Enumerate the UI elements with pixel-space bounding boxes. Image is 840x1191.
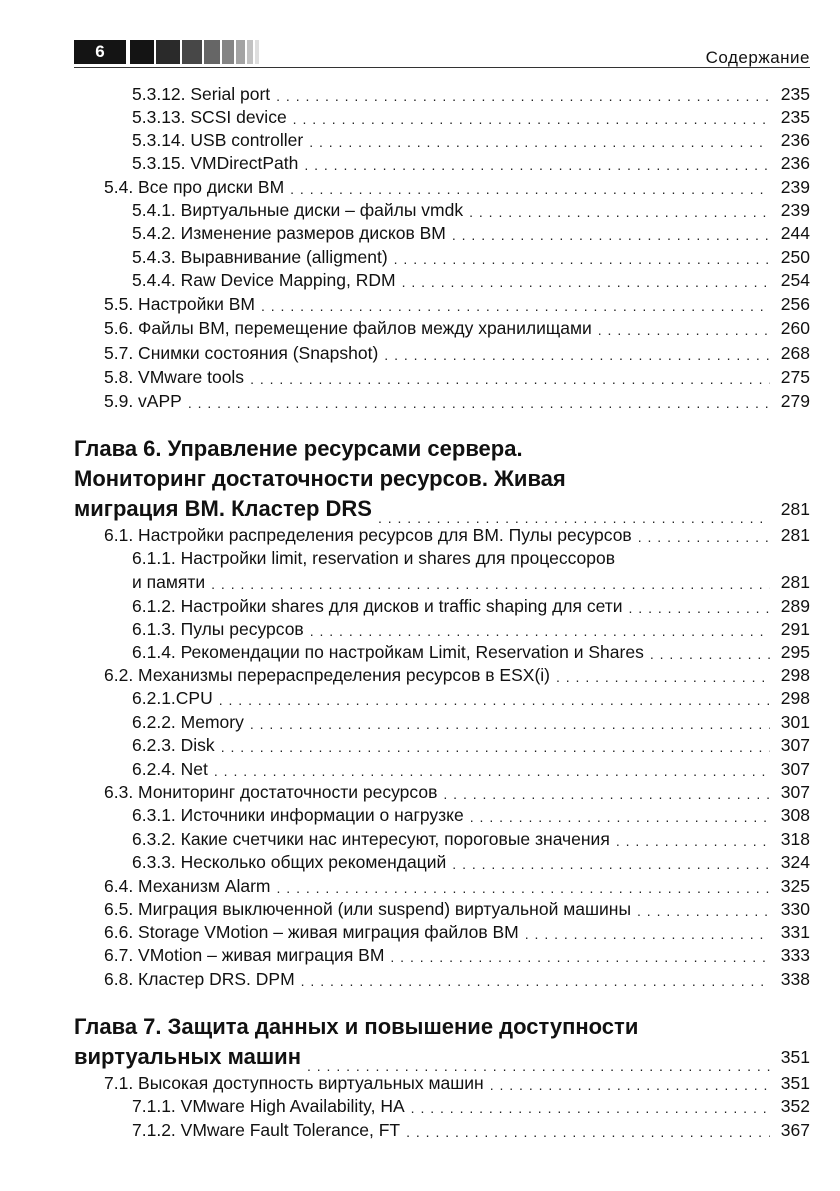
toc-entry-page: 301 bbox=[780, 712, 810, 732]
toc-entry-title: 7.1.2. VMware Fault Tolerance, FT bbox=[132, 1120, 401, 1140]
dot-leader bbox=[616, 828, 770, 850]
dot-leader bbox=[250, 711, 770, 733]
toc-entry-page: 236 bbox=[780, 130, 810, 150]
toc-entry-page: 318 bbox=[780, 829, 810, 849]
dot-leader bbox=[261, 293, 770, 315]
toc-entry-page: 250 bbox=[780, 247, 810, 267]
toc-entry-title: 6.5. Миграция выключенной (или suspend) виртуальной машины bbox=[104, 899, 632, 919]
toc-entry-page: 333 bbox=[780, 945, 810, 965]
toc-entry-title: 6.3.1. Источники информации о нагрузке bbox=[132, 805, 464, 825]
toc-entry[interactable] bbox=[104, 875, 810, 897]
dot-leader bbox=[452, 222, 770, 244]
toc-entry-title: 5.3.14. USB controller bbox=[132, 130, 304, 150]
toc-entry[interactable] bbox=[132, 571, 810, 593]
toc-entry-title: 5.5. Настройки ВМ bbox=[104, 294, 255, 314]
toc-entry-page: 239 bbox=[780, 177, 810, 197]
toc-entry[interactable] bbox=[104, 944, 810, 966]
toc-entry-page: 281 bbox=[780, 572, 810, 592]
page-header bbox=[0, 0, 840, 80]
toc-entry[interactable] bbox=[132, 152, 810, 174]
chapter-6-heading-line-1: Глава 6. Управление ресурсами сервера. bbox=[74, 436, 523, 461]
toc-entry-title: 6.2. Механизмы перераспределения ресурсов в ESX(i) bbox=[104, 665, 550, 685]
dot-leader bbox=[406, 1119, 770, 1141]
toc-entry[interactable] bbox=[104, 342, 810, 364]
toc-entry[interactable] bbox=[132, 1119, 810, 1141]
toc-entry-title: 5.4.1. Виртуальные диски – файлы vmdk bbox=[132, 200, 464, 220]
toc-entry-title: 5.3.13. SCSI device bbox=[132, 107, 287, 127]
dot-leader bbox=[452, 851, 770, 873]
header-bar bbox=[247, 40, 253, 64]
toc-entry[interactable] bbox=[132, 758, 810, 780]
dot-leader bbox=[214, 758, 770, 780]
toc-entry[interactable] bbox=[132, 851, 810, 873]
toc-entry[interactable] bbox=[104, 1072, 810, 1094]
toc-entry[interactable] bbox=[132, 641, 810, 663]
toc-entry-page: 295 bbox=[780, 642, 810, 662]
toc-entry-title: 5.4.4. Raw Device Mapping, RDM bbox=[132, 270, 396, 290]
toc-entry[interactable] bbox=[104, 366, 810, 388]
chapter-7-heading-line-1: Глава 7. Защита данных и повышение доступности bbox=[74, 1014, 639, 1039]
toc-entry-title: 6.2.3. Disk bbox=[132, 735, 215, 755]
dot-leader bbox=[390, 944, 770, 966]
dot-leader bbox=[411, 1095, 770, 1117]
toc-entry[interactable] bbox=[132, 711, 810, 733]
toc-entry[interactable] bbox=[132, 687, 810, 709]
toc-entry-title: 6.3.2. Какие счетчики нас интересуют, пороговые значения bbox=[132, 829, 610, 849]
header-bars-decoration bbox=[130, 40, 261, 64]
dot-leader bbox=[250, 366, 770, 388]
dot-leader bbox=[188, 390, 770, 412]
toc-entry-title: 6.2.1.CPU bbox=[132, 688, 213, 708]
toc-entry-page: 331 bbox=[780, 922, 810, 942]
toc-entry-title: 7.1.1. VMware High Availability, HA bbox=[132, 1096, 405, 1116]
dot-leader bbox=[402, 269, 770, 291]
dot-leader bbox=[469, 199, 770, 221]
toc-entry[interactable] bbox=[132, 804, 810, 826]
toc-entry-page: 307 bbox=[780, 782, 810, 802]
toc-entry-page: 338 bbox=[780, 969, 810, 989]
dot-leader bbox=[443, 781, 770, 803]
page-number: 6 bbox=[74, 40, 126, 64]
dot-leader bbox=[309, 129, 770, 151]
chapter-7-entry[interactable] bbox=[74, 1042, 810, 1072]
toc-entry-title: 5.7. Снимки состояния (Snapshot) bbox=[104, 343, 379, 363]
toc-entry-page: 260 bbox=[780, 318, 810, 338]
section-title: Содержание bbox=[705, 48, 810, 67]
chapter-6-heading-line-2: Мониторинг достаточности ресурсов. Живая bbox=[74, 466, 566, 491]
toc-entry-title: 6.6. Storage VMotion – живая миграция файлов ВМ bbox=[104, 922, 519, 942]
chapter-6-entry[interactable] bbox=[74, 494, 810, 524]
toc-entry-page: 351 bbox=[780, 1073, 810, 1093]
dot-leader bbox=[277, 875, 770, 897]
toc-entry[interactable] bbox=[132, 269, 810, 291]
toc-entry-page: 235 bbox=[780, 107, 810, 127]
toc-entry[interactable] bbox=[132, 1095, 810, 1117]
toc-entry[interactable] bbox=[132, 106, 810, 128]
dot-leader bbox=[276, 83, 770, 105]
toc-entry-page: 291 bbox=[780, 619, 810, 639]
toc-entry-page: 367 bbox=[780, 1120, 810, 1140]
dot-leader bbox=[384, 342, 770, 364]
chapter-7-heading-line-2: виртуальных машин bbox=[74, 1044, 301, 1069]
toc-entry[interactable] bbox=[104, 293, 810, 315]
toc-entry-title: 6.1.4. Рекомендации по настройкам Limit, Reservation и Shares bbox=[132, 642, 644, 662]
dot-leader bbox=[310, 618, 770, 640]
toc-entry-page: 351 bbox=[780, 1047, 810, 1067]
dot-leader bbox=[307, 1050, 770, 1072]
toc-entry[interactable] bbox=[104, 317, 810, 339]
toc-entry-page: 308 bbox=[780, 805, 810, 825]
header-bar bbox=[182, 40, 202, 64]
toc-entry[interactable] bbox=[104, 968, 810, 990]
toc-entry-page: 307 bbox=[780, 759, 810, 779]
dot-leader bbox=[301, 968, 770, 990]
toc-entry[interactable] bbox=[104, 898, 810, 920]
toc-entry[interactable] bbox=[132, 618, 810, 640]
toc-entry-page: 281 bbox=[780, 499, 810, 519]
dot-leader bbox=[650, 641, 770, 663]
toc-entry[interactable] bbox=[132, 83, 810, 105]
toc-entry-page: 324 bbox=[780, 852, 810, 872]
toc-entry-title: 5.9. vAPP bbox=[104, 391, 182, 411]
toc-entry-title-first-line: 6.1.1. Настройки limit, reservation и shares для процессоров bbox=[132, 548, 616, 568]
toc-entry[interactable] bbox=[132, 595, 810, 617]
dot-leader bbox=[637, 898, 770, 920]
toc-entry-title: 7.1. Высокая доступность виртуальных машин bbox=[104, 1073, 484, 1093]
dot-leader bbox=[470, 804, 770, 826]
toc-entry[interactable] bbox=[132, 734, 810, 756]
toc-entry-page: 330 bbox=[780, 899, 810, 919]
toc-entry[interactable] bbox=[104, 781, 810, 803]
toc-entry[interactable] bbox=[104, 176, 810, 198]
toc-entry[interactable] bbox=[132, 246, 810, 268]
toc-entry-page: 298 bbox=[780, 688, 810, 708]
toc-entry-title: 5.3.12. Serial port bbox=[132, 84, 271, 104]
toc-entry-page: 279 bbox=[780, 391, 810, 411]
toc-entry-page: 307 bbox=[780, 735, 810, 755]
toc-entry-title: и памяти bbox=[132, 572, 206, 592]
toc-entry-page: 268 bbox=[780, 343, 810, 363]
toc-entry-title: 5.4.2. Изменение размеров дисков ВМ bbox=[132, 223, 446, 243]
dot-leader bbox=[219, 687, 770, 709]
toc-entry[interactable] bbox=[132, 222, 810, 244]
toc-entry-page: 281 bbox=[780, 525, 810, 545]
dot-leader bbox=[525, 921, 770, 943]
toc-entry-page: 239 bbox=[780, 200, 810, 220]
toc-entry-page: 275 bbox=[780, 367, 810, 387]
header-bar bbox=[156, 40, 180, 64]
toc-entry-page: 244 bbox=[780, 223, 810, 243]
dot-leader bbox=[211, 571, 770, 593]
toc-entry-title: 6.8. Кластер DRS. DPM bbox=[104, 969, 295, 989]
toc-entry-page: 236 bbox=[780, 153, 810, 173]
dot-leader bbox=[293, 106, 770, 128]
chapter-6-heading-line-3: миграция ВМ. Кластер DRS bbox=[74, 496, 372, 521]
dot-leader bbox=[629, 595, 770, 617]
toc-entry-title: 6.1. Настройки распределения ресурсов для ВМ. Пулы ресурсов bbox=[104, 525, 632, 545]
toc-entry-page: 254 bbox=[780, 270, 810, 290]
toc-entry-title: 6.1.3. Пулы ресурсов bbox=[132, 619, 304, 639]
toc-entry-title: 6.3. Мониторинг достаточности ресурсов bbox=[104, 782, 438, 802]
toc-entry-title: 6.1.2. Настройки shares для дисков и traffic shaping для сети bbox=[132, 596, 623, 616]
toc-entry[interactable] bbox=[104, 524, 810, 546]
toc-entry-title: 6.2.4. Net bbox=[132, 759, 208, 779]
toc-entry-title: 6.4. Механизм Alarm bbox=[104, 876, 271, 896]
toc-entry-title: 6.2.2. Memory bbox=[132, 712, 244, 732]
toc-entry-title: 6.7. VMotion – живая миграция ВМ bbox=[104, 945, 385, 965]
dot-leader bbox=[556, 664, 770, 686]
dot-leader bbox=[378, 502, 770, 524]
toc-entry[interactable] bbox=[104, 921, 810, 943]
dot-leader bbox=[490, 1072, 770, 1094]
dot-leader bbox=[394, 246, 770, 268]
toc-entry[interactable] bbox=[132, 828, 810, 850]
toc-entry-title: 6.3.3. Несколько общих рекомендаций bbox=[132, 852, 447, 872]
header-divider bbox=[74, 67, 810, 68]
toc-entry[interactable] bbox=[104, 664, 810, 686]
header-bar bbox=[255, 40, 259, 64]
dot-leader bbox=[290, 176, 770, 198]
header-bar bbox=[222, 40, 234, 64]
toc-entry[interactable] bbox=[104, 390, 810, 412]
toc-entry-title: 5.6. Файлы ВМ, перемещение файлов между хранилищами bbox=[104, 318, 592, 338]
toc-entry-title: 5.3.15. VMDirectPath bbox=[132, 153, 299, 173]
toc-entry-page: 298 bbox=[780, 665, 810, 685]
toc-entry-page: 352 bbox=[780, 1096, 810, 1116]
toc-entry[interactable] bbox=[132, 129, 810, 151]
dot-leader bbox=[221, 734, 770, 756]
header-bar bbox=[236, 40, 245, 64]
header-bar bbox=[204, 40, 220, 64]
toc-entry-title: 5.4.3. Выравнивание (alligment) bbox=[132, 247, 388, 267]
toc-entry[interactable] bbox=[132, 199, 810, 221]
toc-entry-title: 5.4. Все про диски ВМ bbox=[104, 177, 285, 197]
header-bar bbox=[130, 40, 154, 64]
dot-leader bbox=[598, 317, 770, 339]
toc-entry-title: 5.8. VMware tools bbox=[104, 367, 245, 387]
toc-entry-page: 256 bbox=[780, 294, 810, 314]
dot-leader bbox=[304, 152, 770, 174]
toc-entry-page: 289 bbox=[780, 596, 810, 616]
toc-entry-page: 235 bbox=[780, 84, 810, 104]
toc-entry-page: 325 bbox=[780, 876, 810, 896]
dot-leader bbox=[638, 524, 770, 546]
